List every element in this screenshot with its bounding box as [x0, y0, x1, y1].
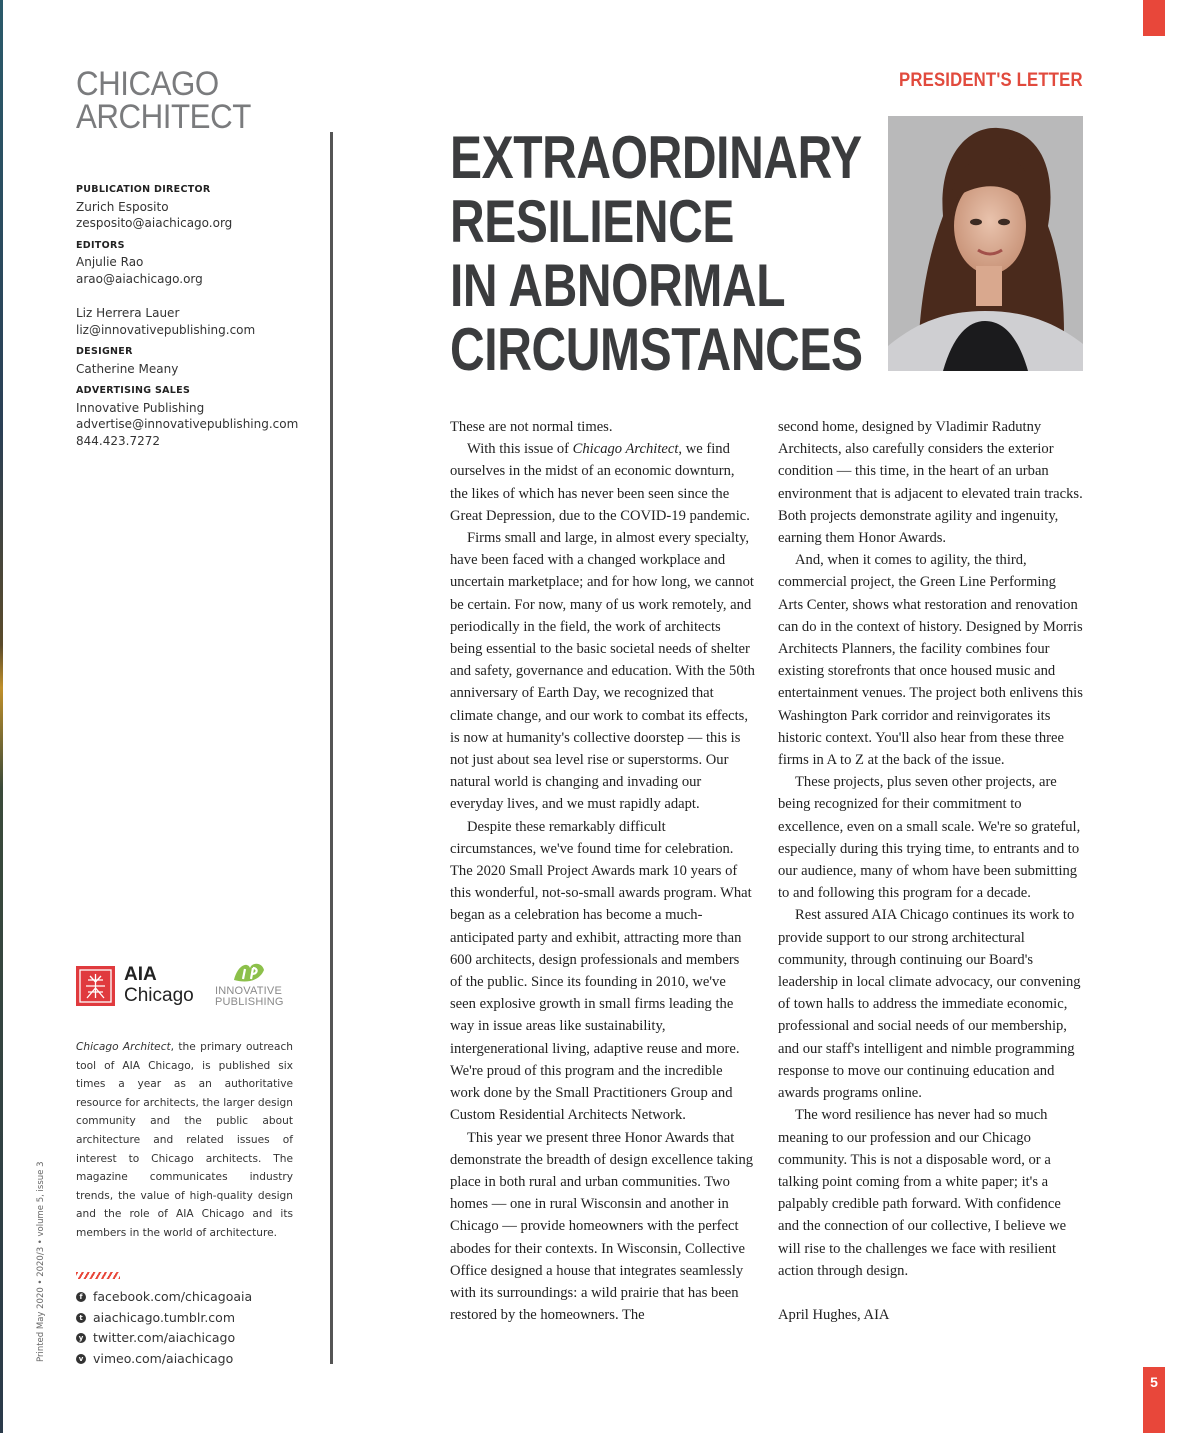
article-paragraph-6: And, when it comes to agility, the third, commercial project, the Green Line Performing Arts Center, shows what restoration and renovation can do in the context of history. Designed by Morris Architects Planners, the facility combines four existing storefronts that once housed music and entertainment venues. The project both enlivens this Washington Park corridor and reinvigorates its historic context. You'll also hear from these three firms in A to Z at the back of the issue.	[778, 552, 1083, 769]
article-paragraph-4: Despite these remarkably difficult circumstances, we've found time for celebration. The 2020 Small Project Awards mark 10 years of this wonderful, not-so-small awards program. What began as a celebration has become a much-anticipated party and exhibit, attracting more than 600 architects, design professionals and members of the public. Since its founding in 2010, we've seen explosive growth in small firms leading the way in issue areas like sustainability, intergenerational living, adaptive reuse and more. We're proud of this program and the incredible work done by the Small Practitioners Group and Custom Residential Architects Network.	[450, 818, 752, 1124]
social-link-tumblr[interactable]	[76, 1308, 336, 1329]
headline-line-1: EXTRAORDINARY	[450, 124, 862, 191]
advertising-phone: 844.423.7272	[76, 433, 160, 448]
social-link-text[interactable]: facebook.com/chicagoaia	[93, 1289, 253, 1304]
advertising-role: ADVERTISING SALES	[76, 385, 191, 396]
tumblr-icon: t	[76, 1313, 86, 1323]
social-link-text[interactable]: vimeo.com/aiachicago	[93, 1350, 234, 1366]
facebook-icon: f	[76, 1292, 86, 1302]
article-paragraph-5: This year we present three Honor Awards that demonstrate the breadth of design excellence taking place in both rural and urban communities. Two homes — one in rural Wisconsin and another in Chicago — provide homeowners with the perfect abodes for their contexts. In Wisconsin, Collective Office designed a house that integrates seamlessly with its surroundings: a wild prairie that has been restored by the homeowners. The	[450, 1129, 754, 1324]
staff-list	[76, 176, 326, 449]
social-links	[76, 1287, 336, 1369]
article-paragraph-7: These projects, plus seven other projects, are being recognized for their commitment to excellence, even on a small scale. We're so grateful, especially during this trying time, to entrants and to our audience, many of whom have been submitting to and following this program for a decade.	[778, 774, 1081, 902]
social-link-twitter[interactable]	[76, 1328, 336, 1349]
article-paragraph-9: The word resilience has never had so much meaning to our profession and our Chicago community. This is not a disposable word, or a talking point coming from a white paper; it's a palpably credible path forward. With confidence and the connection of our collective, I believe we will rise to the challenges we face with resilient action through design.	[778, 1107, 1067, 1279]
designer-role: DESIGNER	[76, 346, 133, 357]
page-edge-strip	[0, 0, 3, 1433]
editor-2-name: Liz Herrera Lauer	[76, 306, 180, 320]
aia-wordmark-line-1: AIA	[124, 964, 157, 985]
article-column-1	[450, 416, 755, 1326]
about-blurb	[76, 1038, 293, 1243]
section-label: PRESIDENT'S LETTER	[899, 70, 1083, 91]
ip-wordmark-line-2: PUBLISHING	[215, 996, 284, 1008]
innovative-publishing-logo-icon	[228, 960, 270, 986]
publication-director-email[interactable]: zesposito@aiachicago.org	[76, 216, 233, 230]
social-link-vimeo[interactable]	[76, 1349, 336, 1370]
social-link-facebook[interactable]	[76, 1287, 336, 1308]
aia-chicago-wordmark	[124, 964, 194, 1006]
editor-2-email[interactable]: liz@innovativepublishing.com	[76, 322, 256, 337]
editor-1-email[interactable]: arao@aiachicago.org	[76, 271, 203, 286]
innovative-publishing-wordmark	[215, 986, 284, 1008]
article-paragraph-1: These are not normal times.	[450, 419, 613, 435]
page-number: 5	[1150, 1374, 1158, 1390]
ip-wordmark-line-1: INNOVATIVE	[215, 985, 282, 997]
editor-1-name: Anjulie Rao	[76, 255, 144, 269]
vimeo-icon: v	[76, 1354, 86, 1364]
social-link-text[interactable]: twitter.com/aiachicago	[93, 1330, 236, 1345]
designer-name: Catherine Meany	[76, 361, 179, 376]
about-text: , the primary outreach tool of AIA Chicago, is published six times a year as an authoritative resource for architects, the larger design community and the public about architecture and related issues of interest to Chicago architects. The magazine communicates industry trends, the value of high-quality design and the role of AIA Chicago and its members in the world of architecture.	[76, 1041, 293, 1239]
aia-wordmark-line-2: Chicago	[124, 985, 194, 1006]
column-divider	[330, 132, 333, 1364]
about-title: Chicago Architect	[76, 1041, 171, 1053]
masthead	[76, 65, 316, 136]
article-headline	[450, 126, 890, 382]
top-red-tab	[1143, 0, 1165, 36]
masthead-line-2: ARCHITECT	[76, 98, 251, 136]
article-paragraph-5-continued: second home, designed by Vladimir Radutny Architects, also carefully considers the exterior condition — this time, in the heart of an urban environment that is adjacent to elevated train tracks. Both projects demonstrate agility and ingenuity, earning them Honor Awards.	[778, 419, 1083, 547]
decorative-hatch	[76, 1272, 120, 1279]
publication-title: Chicago Architect	[572, 441, 679, 458]
publisher-logos	[76, 962, 326, 1012]
advertising-email[interactable]: advertise@innovativepublishing.com	[76, 417, 299, 431]
headline-line-4: CIRCUMSTANCES	[450, 316, 863, 383]
twitter-icon: y	[76, 1333, 86, 1343]
editors-role: EDITORS	[76, 239, 125, 251]
printed-note: Printed May 2020 • 2020/3 • volume 5, issue 3	[36, 1161, 46, 1362]
author-portrait	[888, 116, 1083, 371]
author-signature: April Hughes, AIA	[778, 1306, 890, 1323]
aia-logo-icon	[76, 966, 115, 1006]
masthead-line-1: CHICAGO	[76, 65, 219, 103]
article-paragraph-3: Firms small and large, in almost every specialty, have been faced with a changed workplace and uncertain marketplace; and for how long, we cannot be certain. For now, many of us work remotely, and periodically in the field, the work of architects being essential to the basic societal needs of shelter and safety, governance and education. With the 50th anniversary of Earth Day, we recognized that climate change, and our work to combat its effects, is now at humanity's collective doorstep — this is not just about sea level rise or superstorms. Our natural world is changing and invading our everyday lives, and we must rapidly adapt.	[450, 530, 755, 813]
headline-line-3: IN ABNORMAL	[450, 252, 786, 319]
headline-line-2: RESILIENCE	[450, 188, 735, 255]
advertising-name: Innovative Publishing	[76, 400, 205, 415]
article-paragraph-2: With this issue of Chicago Architect, we find ourselves in the midst of an economic downturn, the likes of which has never been seen since the Great Depression, due to the COVID-19 pandemic.	[450, 441, 750, 524]
article-column-2	[778, 416, 1083, 1326]
publication-director-role: PUBLICATION DIRECTOR	[76, 184, 211, 195]
social-link-text[interactable]: aiachicago.tumblr.com	[93, 1309, 235, 1325]
article-paragraph-8: Rest assured AIA Chicago continues its work to provide support to our strong architectural community, through continuing our Board's leadership in local climate advocacy, our convening of town halls to address the immediate economic, professional and social needs of our membership, and our staff's intelligent and nimble programming response to move our continuing education and awards programs online.	[778, 907, 1081, 1102]
publication-director-name: Zurich Esposito	[76, 199, 169, 214]
